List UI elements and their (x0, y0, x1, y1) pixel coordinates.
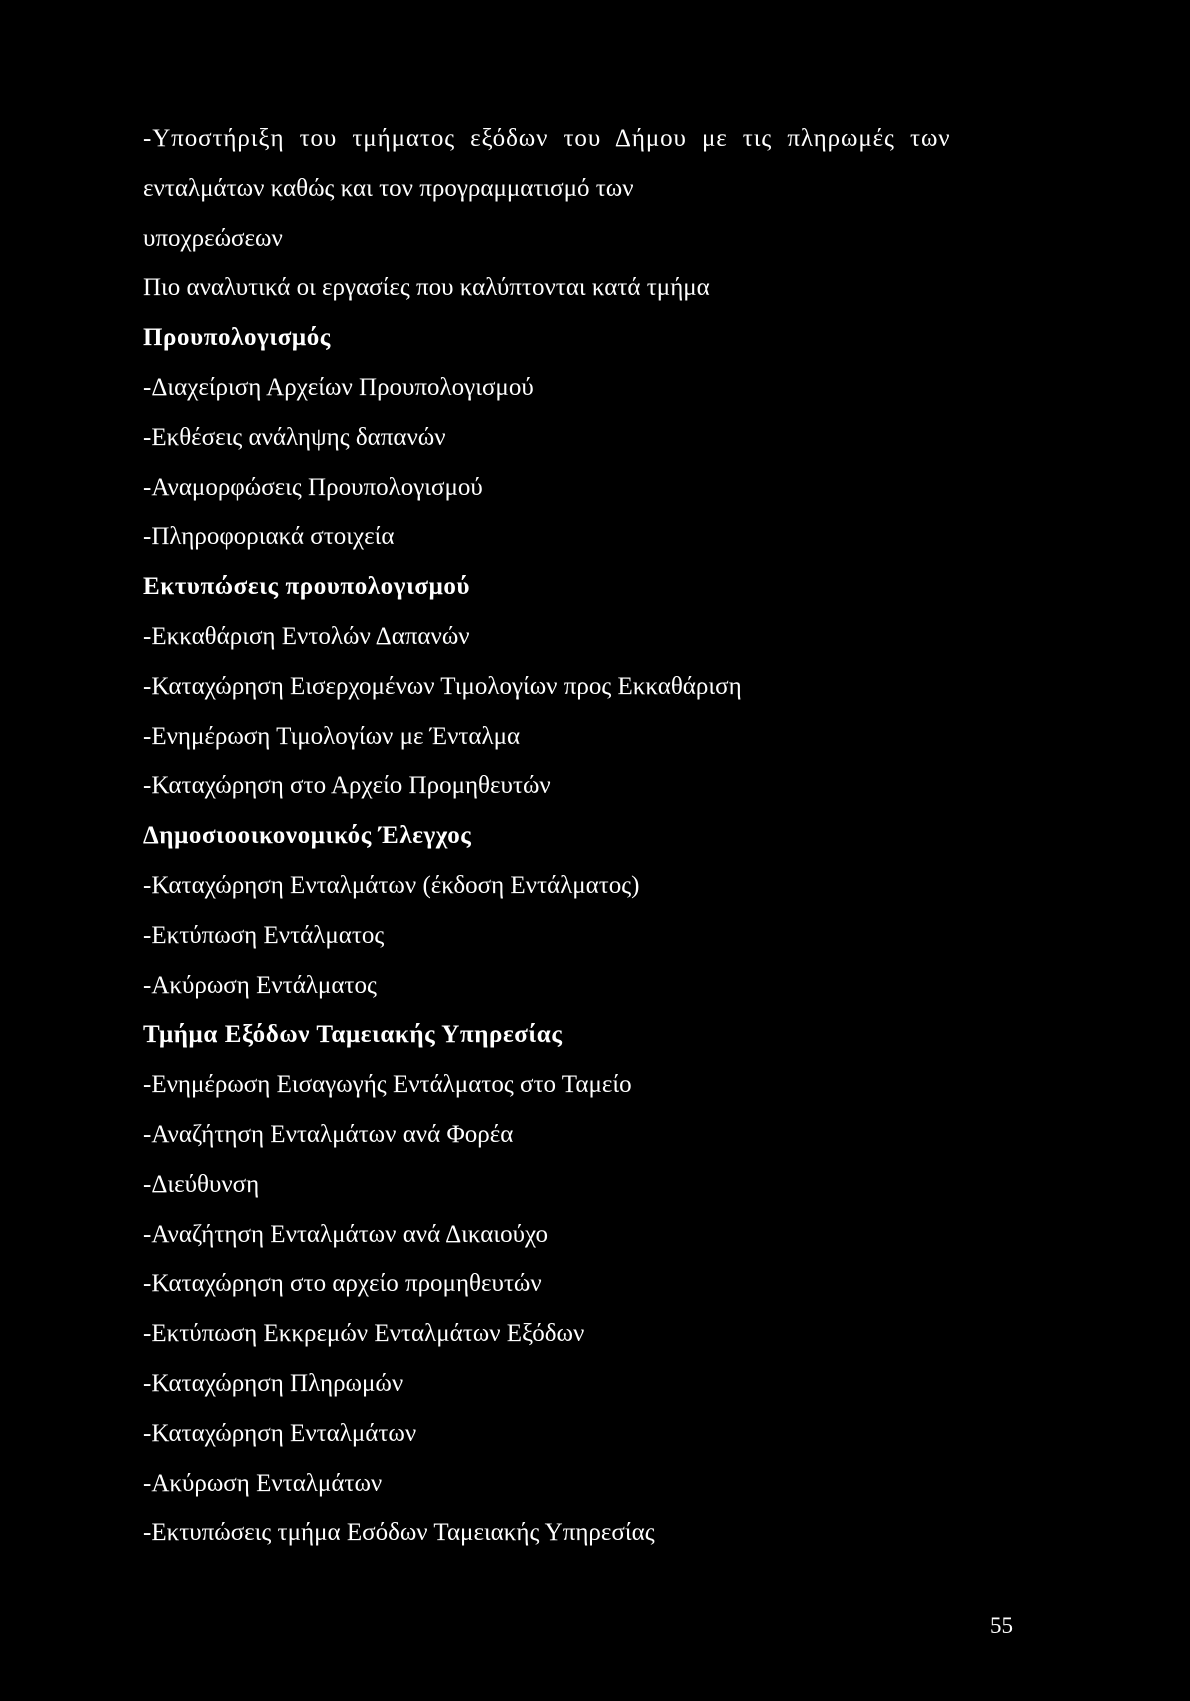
text-line: -Εκθέσεις ανάληψης δαπανών (143, 423, 446, 451)
text-line: ενταλμάτων καθώς και τον προγραμματισμό των (143, 174, 634, 202)
text-line: -Καταχώρηση στο Αρχείο Προμηθευτών (143, 772, 551, 800)
page-number: 55 (990, 1613, 1013, 1638)
text-line: -Αναζήτηση Ενταλμάτων ανά Φορέα (143, 1120, 514, 1148)
section-heading: Εκτυπώσεις προυπολογισμού (143, 573, 471, 601)
text-line: -Αναζήτηση Ενταλμάτων ανά Δικαιούχο (143, 1220, 548, 1248)
text-line: -Καταχώρηση στο αρχείο προμηθευτών (143, 1270, 542, 1298)
section-heading: Προυπολογισμός (143, 324, 331, 352)
text-line: -Ακύρωση Ενταλμάτων (143, 1469, 383, 1497)
text-line: -Καταχώρηση Εισερχομένων Τιμολογίων προς Εκκαθάριση (143, 672, 742, 700)
text-line: -Υποστήριξη του τμήματος εξόδων του Δήμου με τις πληρωμές των (143, 125, 951, 152)
text-line: -Διαχείριση Αρχείων Προυπολογισμού (143, 373, 534, 401)
text-line: -Εκτυπώσεις τμήμα Εσόδων Ταμειακής Υπηρεσίας (143, 1519, 655, 1547)
text-line: -Διεύθυνση (143, 1170, 260, 1198)
text-line: -Ενημέρωση Εισαγωγής Εντάλματος στο Ταμείο (143, 1071, 632, 1099)
text-line: -Ενημέρωση Τιμολογίων με Ένταλμα (143, 722, 521, 750)
section-heading: Δημοσιοοικονομικός Έλεγχος (143, 822, 472, 850)
text-line: -Καταχώρηση Πληρωμών (143, 1369, 404, 1397)
document-body (143, 114, 1023, 1558)
text-line: -Εκκαθάριση Εντολών Δαπανών (143, 622, 470, 650)
text-line: Πιο αναλυτικά οι εργασίες που καλύπτονται κατά τμήμα (143, 274, 710, 302)
text-line: -Εκτύπωση Εντάλματος (143, 921, 385, 949)
text-line: -Εκτύπωση Εκκρεμών Ενταλμάτων Εξόδων (143, 1320, 585, 1348)
text-line: -Αναμορφώσεις Προυπολογισμού (143, 473, 483, 501)
text-line: -Καταχώρηση Ενταλμάτων (έκδοση Εντάλματος) (143, 871, 640, 899)
text-line: -Πληροφοριακά στοιχεία (143, 523, 395, 551)
section-heading: Τμήμα Εξόδων Ταμειακής Υπηρεσίας (143, 1021, 563, 1049)
text-line: -Καταχώρηση Ενταλμάτων (143, 1419, 417, 1447)
text-line: υποχρεώσεων (143, 224, 283, 252)
text-line: -Ακύρωση Εντάλματος (143, 971, 377, 999)
